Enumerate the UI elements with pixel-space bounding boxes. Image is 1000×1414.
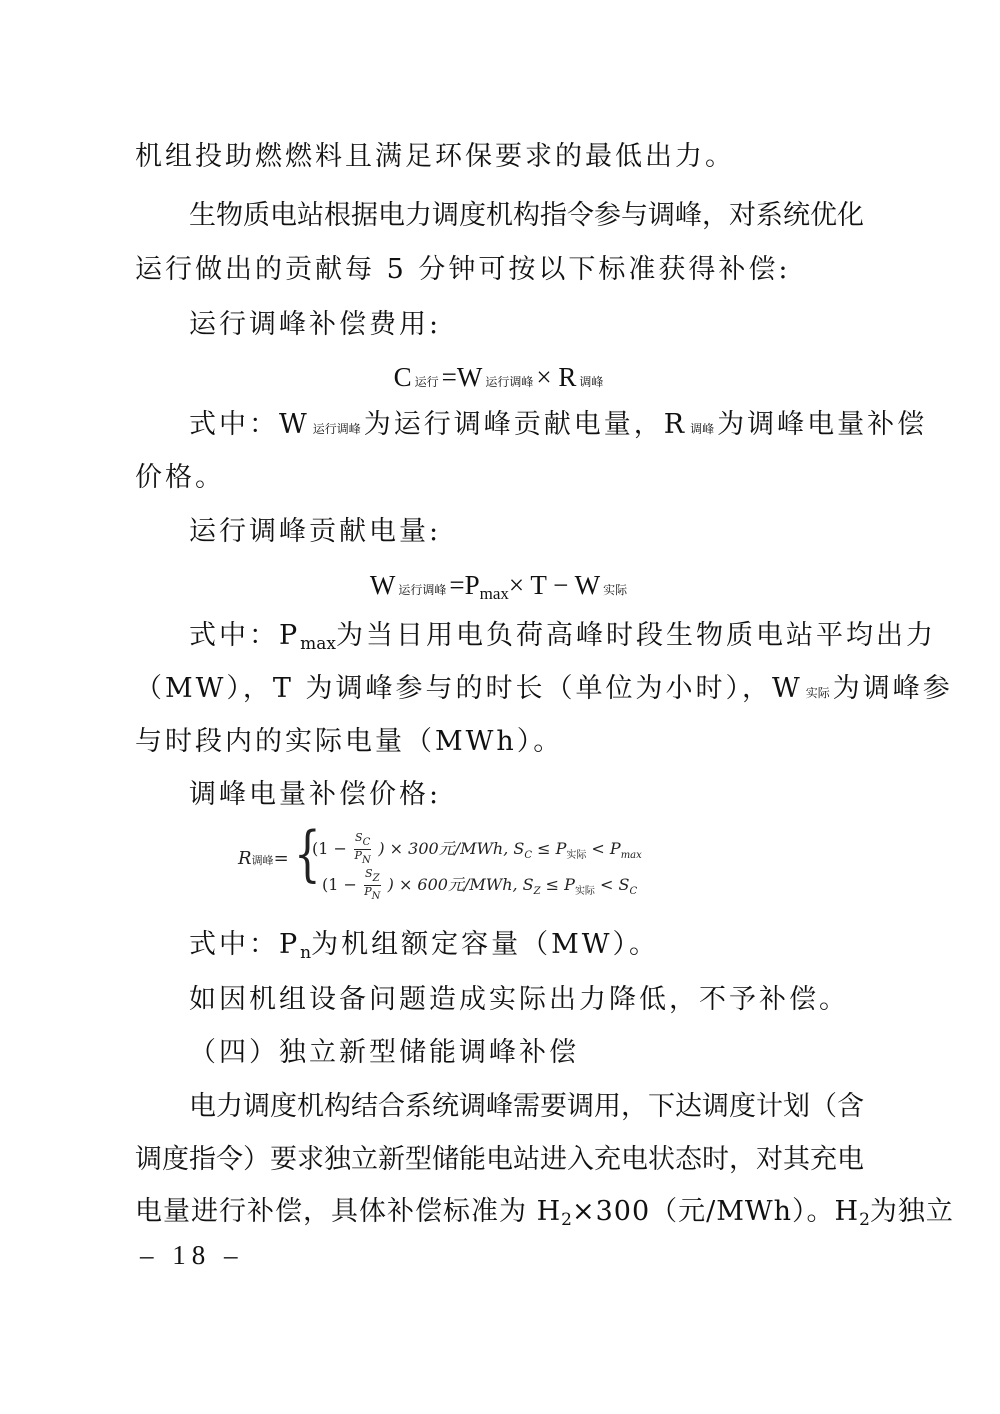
section-heading: 运行调峰补偿费用: <box>189 309 442 340</box>
section-heading: 调峰电量补偿价格: <box>189 779 442 810</box>
text-line: 调度指令）要求独立新型储能电站进入充电状态时，对其充电 <box>135 1144 864 1175</box>
text-line: 机组投助燃燃料且满足环保要求的最低出力。 <box>135 141 735 172</box>
formula-note: 式中：W 运行调峰 为运行调峰贡献电量，R 调峰 为调峰电量补偿 <box>189 409 928 440</box>
text-line: 电量进行补偿，具体补偿标准为 $H_2\times 300$（元/MWh）。$H_2$为独立 <box>135 1196 954 1230</box>
formula-note: 式中：$P_{max}$为当日用电负荷高峰时段生物质电站平均出力 <box>189 620 937 654</box>
text-line: 与时段内的实际电量（MWh）。 <box>135 726 564 757</box>
brace-icon: { <box>294 819 321 889</box>
text-line: 价格。 <box>135 462 225 493</box>
page-number: – 18 – <box>140 1240 244 1270</box>
formula-note: 式中：$P_n$为机组额定容量（MW）。 <box>189 929 660 963</box>
text-line: 生物质电站根据电力调度机构指令参与调峰，对系统优化 <box>189 200 864 231</box>
text-line: 电力调度机构结合系统调峰需要调用，下达调度计划（含 <box>189 1091 864 1122</box>
section-heading: 运行调峰贡献电量: <box>189 516 442 547</box>
section-heading: （四）独立新型储能调峰补偿 <box>189 1037 579 1068</box>
formula-case-1: (1 − $\frac{SC}{PN}$ ) × 300元/MWh, $S_C \le P_{实际} < P_{max}$ <box>312 831 642 866</box>
formula-energy: W运行调峰 $=P_{max}\times T - W$ 实际 <box>369 570 628 603</box>
text-line: 如因机组设备问题造成实际出力降低，不予补偿。 <box>189 984 849 1015</box>
formula-case-2: (1 − $\frac{SZ}{PN}$ ) × 600元/MWh, $S_Z \le P_{实际} < S_C$ <box>322 867 638 902</box>
formula-cost: C运行 =W 运行调峰 × R 调峰 <box>393 362 604 392</box>
formula-price <box>230 819 690 902</box>
formula-lhs: R调峰= <box>238 848 289 869</box>
formula-note: （MW），T 为调峰参与的时长（单位为小时），W 实际 为调峰参 <box>135 673 953 704</box>
text-line: 运行做出的贡献每 5 分钟可按以下标准获得补偿: <box>135 254 791 285</box>
